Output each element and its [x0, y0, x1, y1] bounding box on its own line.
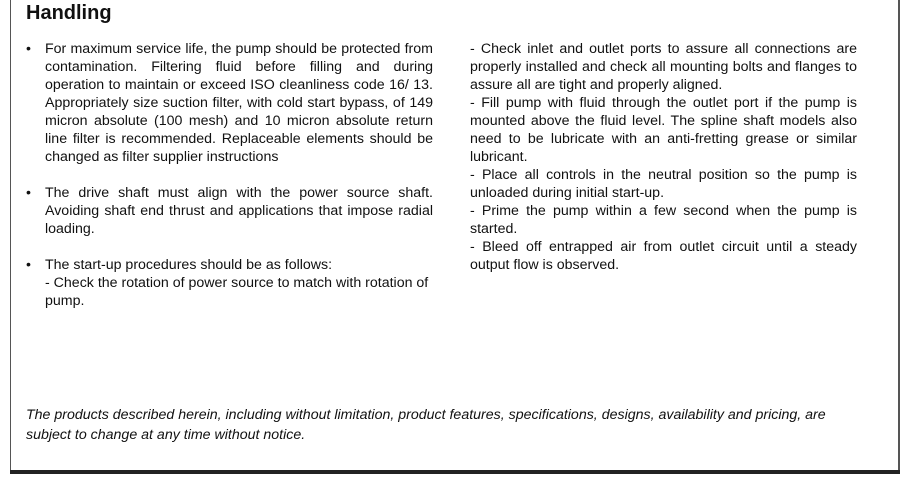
frame-right-border [898, 0, 900, 474]
left-column [26, 40, 433, 328]
startup-step-ports: - Check inlet and outlet ports to assure all connections are properly installed and check all mounting bolts and flanges to assure all are tight and properly aligned. [470, 41, 857, 93]
bullet-marker: • [26, 41, 31, 57]
bullet-marker: • [26, 185, 31, 201]
startup-step-rotation: - Check the rotation of power source to match with rotation of pump. [45, 275, 429, 309]
right-column [470, 40, 857, 274]
bullet-marker: • [26, 257, 31, 273]
startup-step-controls: - Place all controls in the neutral position so the pump is unloaded during initial start-up. [470, 167, 857, 201]
bullet-text: For maximum service life, the pump should be protected from contamination. Filtering fluid before filling and during operation to maintain or exceed ISO cleanliness code 16/ 13. Appropriately size suction filter, with cold start bypass, of 149 micron absolute (100 mesh) and 10 micron absolute return line filter is recommended. Replaceable elements should be changed as filter supplier instructions [45, 41, 433, 165]
bullet-item-drive-shaft [26, 184, 433, 238]
section-heading: Handling [26, 2, 112, 24]
frame-left-border [10, 0, 11, 474]
bullet-text: The start-up procedures should be as follows: [45, 257, 333, 273]
frame-bottom-border [10, 470, 900, 474]
disclaimer-text: The products described herein, including without limitation, product features, specifications, designs, availability and pricing, are subject to change at any time without notice. [26, 407, 826, 443]
startup-step-fill: - Fill pump with fluid through the outlet port if the pump is mounted above the fluid level. The spline shaft models also need to be lubricate with an anti-fretting grease or similar lubricant. [470, 95, 857, 165]
bullet-item-startup [26, 256, 433, 310]
bullet-item-contamination [26, 40, 433, 166]
bullet-text: The drive shaft must align with the power source shaft. Avoiding shaft end thrust and applications that impose radial loading. [45, 185, 433, 237]
startup-step-bleed: - Bleed off entrapped air from outlet circuit until a steady output flow is observed. [470, 239, 857, 273]
startup-step-prime: - Prime the pump within a few second when the pump is started. [470, 203, 857, 237]
